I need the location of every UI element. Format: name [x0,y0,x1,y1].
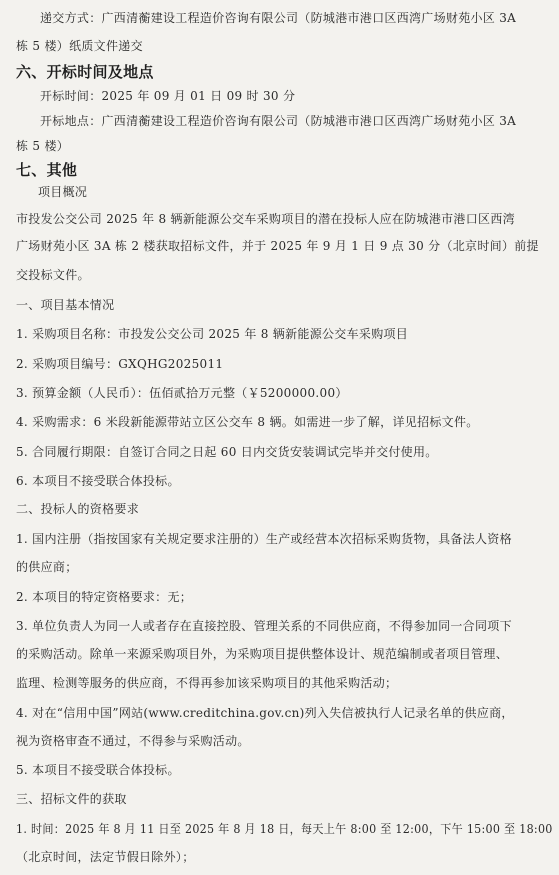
basic-item-consortium: 6. 本项目不接受联合体投标。 [16,474,180,488]
qualification-item: 1. 国内注册（指按国家有关规定要求注册的）生产或经营本次招标采购货物，具备法人资格 [16,532,512,546]
qualification-item: 2. 本项目的特定资格要求：无； [16,590,193,604]
overview-title: 项目概况 [38,185,88,199]
overview-line: 市投发公交公司 2025 年 8 辆新能源公交车采购项目的潜在投标人应在防城港市港口区西湾 [16,212,515,226]
opening-place-line-cont: 栋 5 楼） [16,139,70,153]
basic-info-heading: 一、项目基本情况 [16,298,115,312]
qualification-item: 3. 单位负责人为同一人或者存在直接控股、管理关系的不同供应商，不得参加同一合同项下 [16,619,512,633]
submit-method-line: 递交方式：广西清蘅建设工程造价咨询有限公司（防城港市港口区西湾广场财苑小区 3A [40,11,517,25]
basic-item-demand: 4. 采购需求：6 米段新能源带站立区公交车 8 辆。如需进一步了解，详见招标文件。 [16,415,479,429]
obtain-heading: 三、招标文件的获取 [16,792,127,806]
qualification-heading: 二、投标人的资格要求 [16,502,140,516]
qualification-item: 4. 对在“信用中国”网站(www.creditchina.gov.cn)列入失信被执行人记录名单的供应商， [16,706,514,720]
qualification-item: 5. 本项目不接受联合体投标。 [16,763,180,777]
qualification-item-cont: 的供应商； [16,560,78,574]
qualification-item-cont: 监理、检测等服务的供应商，不得再参加该采购项目的其他采购活动； [16,676,398,690]
section-6-heading: 六、开标时间及地点 [16,63,154,81]
obtain-item: 1. 时间：2025 年 8 月 11 日至 2025 年 8 月 18 日，每天上午 8:00 至 12:00，下午 15:00 至 18:00 [16,822,553,836]
basic-item-code: 2. 采购项目编号：GXQHG2025011 [16,357,224,371]
overview-line: 广场财苑小区 3A 栋 2 楼获取招标文件，并于 2025 年 9 月 1 日 9 点 30 分（北京时间）前提 [16,239,539,253]
qualification-item-cont: 的采购活动。除单一来源采购项目外，为采购项目提供整体设计、规范编制或者项目管理、 [16,647,509,661]
basic-item-budget: 3. 预算金额（人民币）：伍佰贰拾万元整（￥5200000.00） [16,386,348,400]
obtain-item-cont: （北京时间，法定节假日除外）； [16,850,195,864]
opening-time-line: 开标时间：2025 年 09 月 01 日 09 时 30 分 [40,89,296,103]
basic-item-period: 5. 合同履行期限：自签订合同之日起 60 日内交货安装调试完毕并交付使用。 [16,445,438,459]
qualification-item-cont: 视为资格审查不通过，不得参与采购活动。 [16,734,250,748]
overview-line: 交投标文件。 [16,268,90,282]
opening-place-line: 开标地点：广西清蘅建设工程造价咨询有限公司（防城港市港口区西湾广场财苑小区 3A [40,114,517,128]
submit-method-line-cont: 栋 5 楼）纸质文件递交 [16,39,143,53]
basic-item-name: 1. 采购项目名称：市投发公交公司 2025 年 8 辆新能源公交车采购项目 [16,327,409,341]
section-7-heading: 七、其他 [16,161,78,179]
